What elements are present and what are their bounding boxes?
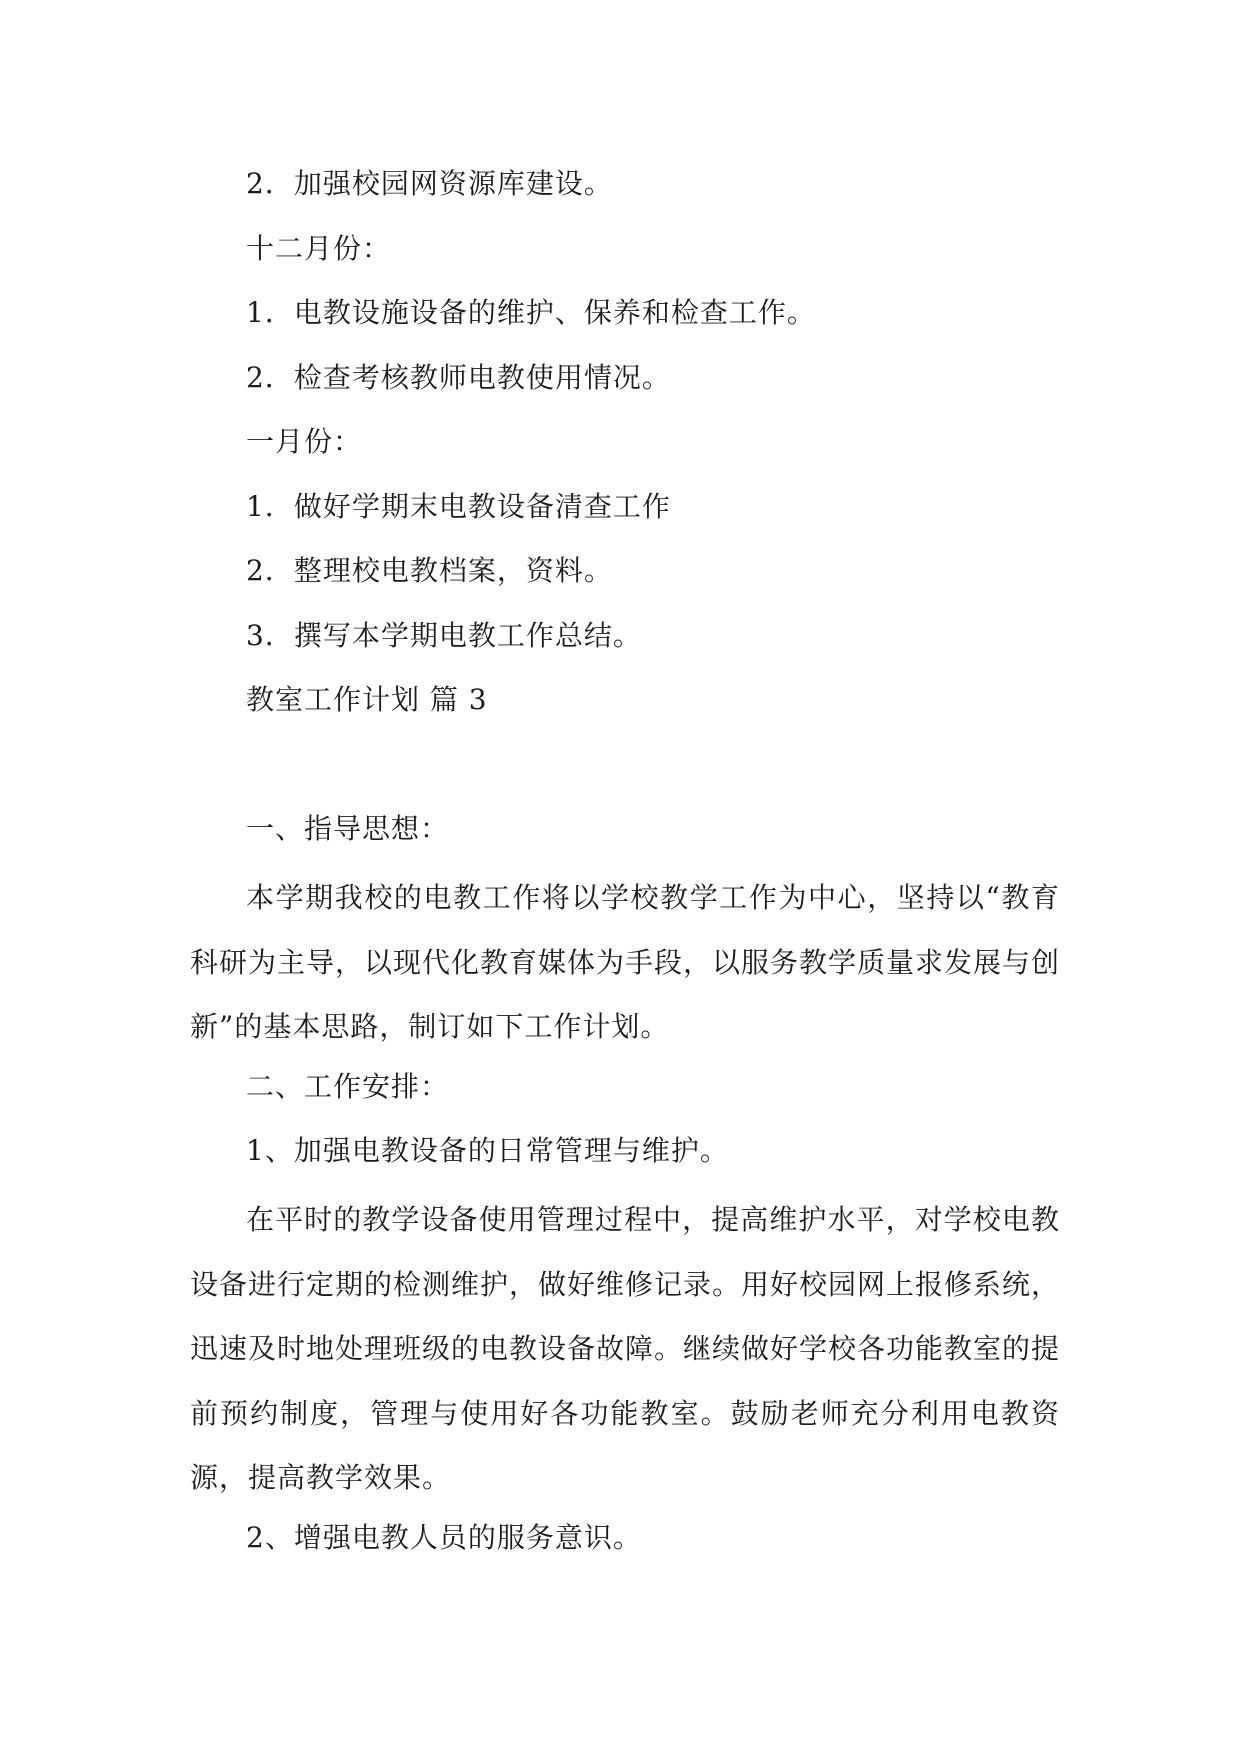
section-heading: 二、工作安排： xyxy=(246,1070,450,1103)
list-item: 1．电教设施设备的维护、保养和检查工作。 xyxy=(246,296,816,329)
list-item: 1．做好学期末电教设备清查工作 xyxy=(246,490,671,523)
body-paragraph: 本学期我校的电教工作将以学校教学工作为中心，坚持以“教育科研为主导，以现代化教育媒体为手段，以服务教学质量求发展与创新”的基本思路，制订如下工作计划。 xyxy=(190,881,1061,1043)
list-item: 2．整理校电教档案，资料。 xyxy=(246,554,613,587)
subsection-heading: 2、增强电教人员的服务意识。 xyxy=(246,1521,642,1554)
body-paragraph: 在平时的教学设备使用管理过程中，提高维护水平，对学校电教设备进行定期的检测维护，做好维修记录。用好校园网上报修系统，迅速及时地处理班级的电教设备故障。继续做好学校各功能教室的提前预约制度，管理与使用好各功能教室。鼓励老师充分利用电教资源，提高教学效果。 xyxy=(190,1203,1061,1494)
list-item: 2．检查考核教师电教使用情况。 xyxy=(246,361,671,394)
subsection-heading: 1、加强电教设备的日常管理与维护。 xyxy=(246,1134,729,1167)
month-heading: 一月份： xyxy=(246,425,363,458)
section-title: 教室工作计划 篇 3 xyxy=(246,683,488,716)
month-heading: 十二月份： xyxy=(246,232,392,265)
list-item: 3．撰写本学期电教工作总结。 xyxy=(246,619,642,652)
section-heading: 一、指导思想： xyxy=(246,812,450,845)
list-item: 2．加强校园网资源库建设。 xyxy=(246,167,613,200)
